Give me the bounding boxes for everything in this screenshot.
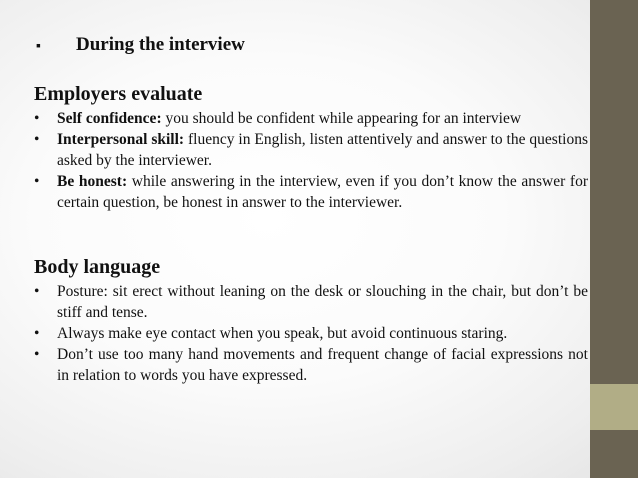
bullet-icon: • xyxy=(34,173,40,190)
employers-list xyxy=(34,108,588,213)
bullet-icon: • xyxy=(34,283,40,300)
body-language-list xyxy=(34,281,588,386)
bullet-icon: • xyxy=(34,131,40,148)
section-spacer xyxy=(34,213,588,256)
list-item xyxy=(34,281,588,323)
item-text: while answering in the interview, even if you don’t know the answer for certain question, be honest in answer to the interviewer. xyxy=(57,173,588,211)
item-label: Be honest: xyxy=(57,173,128,190)
list-item xyxy=(34,129,588,171)
item-label: Interpersonal skill: xyxy=(57,131,185,148)
slide-heading xyxy=(34,34,588,56)
employers-section-title: Employers evaluate xyxy=(34,83,203,105)
list-item xyxy=(34,323,588,344)
item-text: fluency in English, listen attentively and answer to the questions asked by the interviewer. xyxy=(57,131,588,169)
bullet-icon: • xyxy=(34,346,40,363)
item-label: Self confidence: xyxy=(57,110,162,127)
item-text: Posture: sit erect without leaning on the desk or slouching in the chair, but don’t be stiff and tense. xyxy=(57,283,588,321)
bullet-icon: • xyxy=(34,110,40,127)
slide-heading-text: During the interview xyxy=(76,34,245,55)
list-item xyxy=(34,171,588,213)
item-text: you should be confident while appearing for an interview xyxy=(161,110,522,127)
square-bullet-icon: ▪ xyxy=(36,39,41,54)
list-item xyxy=(34,108,588,129)
list-item xyxy=(34,344,588,386)
side-decor-accent xyxy=(590,384,638,430)
item-text: Don’t use too many hand movements and frequent change of facial expressions not in relation to words you have expressed. xyxy=(57,346,588,384)
item-text: Always make eye contact when you speak, but avoid continuous staring. xyxy=(57,325,508,342)
bullet-icon: • xyxy=(34,325,40,342)
body-language-section-title: Body language xyxy=(34,256,161,278)
slide-content xyxy=(34,34,588,386)
